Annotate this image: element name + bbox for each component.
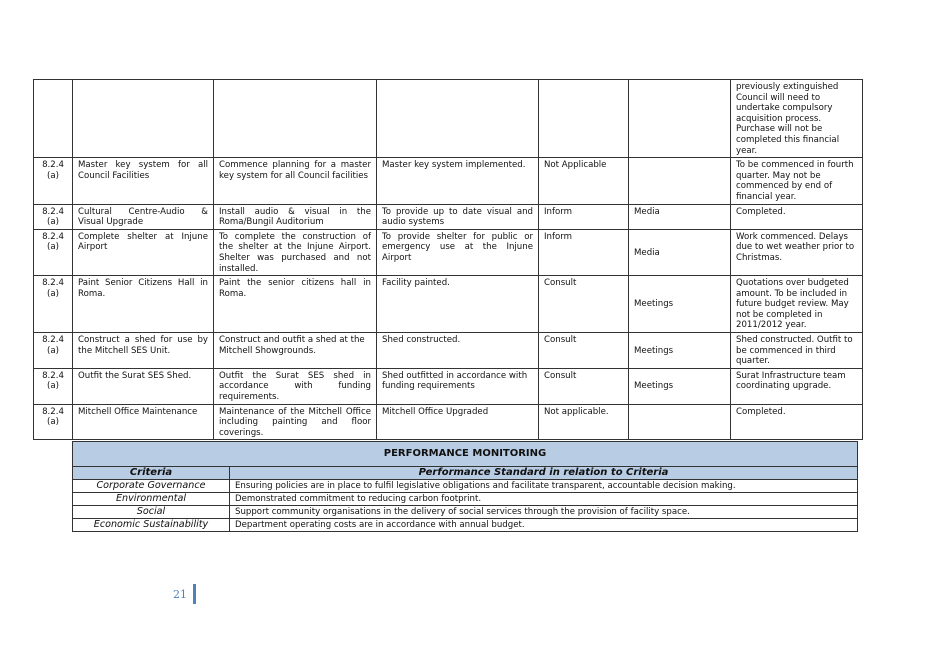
operational-plan-table [33,79,863,440]
status-cell: previously extinguished Council will need to undertake compulsory acquisition process. Purchase will not be completed this financial year. [731,80,863,158]
standard-cell: Ensuring policies are in place to fulfil legislative obligations and facilitate transparent, accountable decision making. [230,480,858,493]
method-cell: Meetings [629,276,731,333]
engagement-cell: Not Applicable [539,158,629,204]
criteria-cell: Corporate Governance [73,480,230,493]
status-cell: Completed. [731,404,863,440]
engagement-cell: Inform [539,229,629,275]
table-row [34,80,863,158]
standard-cell: Support community organisations in the delivery of social services through the provision of facility space. [230,506,858,519]
task-cell: Master key system for all Council Facilities [73,158,214,204]
perf-title: PERFORMANCE MONITORING [73,442,858,467]
engagement-cell: Inform [539,204,629,229]
criteria-cell: Economic Sustainability [73,519,230,532]
outcome-cell: Shed constructed. [377,333,539,369]
ref-cell: 8.2.4 (a) [34,404,73,440]
table-row [34,158,863,204]
standard-cell: Demonstrated commitment to reducing carbon footprint. [230,493,858,506]
table-row [34,404,863,440]
perf-title-row [73,442,858,467]
method-cell: Media [629,204,731,229]
task-cell: Cultural Centre-Audio & Visual Upgrade [73,204,214,229]
status-cell: Shed constructed. Outfit to be commenced in third quarter. [731,333,863,369]
perf-row [73,493,858,506]
outcome-cell: Facility painted. [377,276,539,333]
ref-cell: 8.2.4 (a) [34,229,73,275]
outcome-cell: Master key system implemented. [377,158,539,204]
ref-cell: 8.2.4 (a) [34,204,73,229]
action-cell: Construct and outfit a shed at the Mitchell Showgrounds. [214,333,377,369]
criteria-cell: Social [73,506,230,519]
table-row [34,333,863,369]
ref-cell: 8.2.4 (a) [34,368,73,404]
table-row [34,368,863,404]
ref-cell: 8.2.4 (a) [34,333,73,369]
engagement-cell: Consult [539,333,629,369]
task-cell: Complete shelter at Injune Airport [73,229,214,275]
task-cell: Mitchell Office Maintenance [73,404,214,440]
action-cell: Outfit the Surat SES shed in accordance with funding requirements. [214,368,377,404]
method-cell: Meetings [629,333,731,369]
status-cell: Quotations over budgeted amount. To be included in future budget review. May not be completed in 2011/2012 year. [731,276,863,333]
engagement-cell: Consult [539,276,629,333]
action-cell [214,80,377,158]
action-cell: Install audio & visual in the Roma/Bungil Auditorium [214,204,377,229]
status-cell: Work commenced. Delays due to wet weather prior to Christmas. [731,229,863,275]
status-cell: To be commenced in fourth quarter. May not be commenced by end of financial year. [731,158,863,204]
action-cell: Paint the senior citizens hall in Roma. [214,276,377,333]
method-cell [629,404,731,440]
method-cell [629,158,731,204]
criteria-cell: Environmental [73,493,230,506]
outcome-cell: Mitchell Office Upgraded [377,404,539,440]
status-cell: Surat Infrastructure team coordinating upgrade. [731,368,863,404]
footer-accent-bar [193,584,196,604]
method-cell: Meetings [629,368,731,404]
table-row [34,204,863,229]
table-row [34,229,863,275]
engagement-cell: Not applicable. [539,404,629,440]
action-cell: Maintenance of the Mitchell Office including painting and floor coverings. [214,404,377,440]
task-cell [73,80,214,158]
standard-header: Performance Standard in relation to Criteria [230,467,858,480]
outcome-cell: Shed outfitted in accordance with funding requirements [377,368,539,404]
method-cell: Media [629,229,731,275]
action-cell: To complete the construction of the shelter at the Injune Airport. Shelter was purchased and not installed. [214,229,377,275]
ref-cell: 8.2.4 (a) [34,158,73,204]
task-cell: Paint Senior Citizens Hall in Roma. [73,276,214,333]
method-cell [629,80,731,158]
task-cell: Construct a shed for use by the Mitchell SES Unit. [73,333,214,369]
page-footer [173,584,196,604]
engagement-cell: Consult [539,368,629,404]
page-number: 21 [173,587,187,601]
perf-row [73,519,858,532]
status-cell: Completed. [731,204,863,229]
outcome-cell: To provide up to date visual and audio systems [377,204,539,229]
standard-cell: Department operating costs are in accordance with annual budget. [230,519,858,532]
engagement-cell [539,80,629,158]
perf-row [73,506,858,519]
criteria-header: Criteria [73,467,230,480]
outcome-cell [377,80,539,158]
perf-row [73,480,858,493]
perf-header-row [73,467,858,480]
action-cell: Commence planning for a master key system for all Council facilities [214,158,377,204]
ref-cell: 8.2.4 (a) [34,276,73,333]
performance-monitoring-table [72,441,858,532]
task-cell: Outfit the Surat SES Shed. [73,368,214,404]
outcome-cell: To provide shelter for public or emergency use at the Injune Airport [377,229,539,275]
table-row [34,276,863,333]
ref-cell [34,80,73,158]
